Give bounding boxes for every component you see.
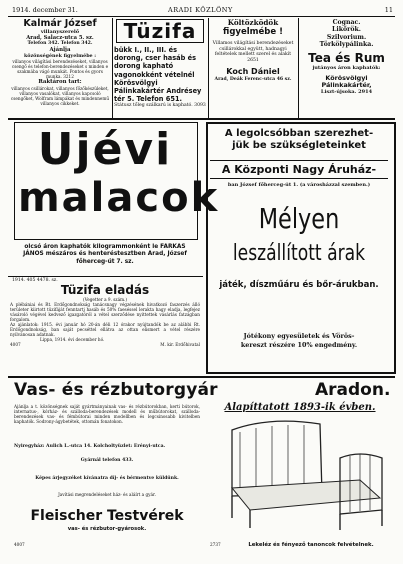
tuzifa-elad-date: Lippa, 1914. évi december hó.: [40, 336, 105, 342]
kalmar-title: Kalmár József: [23, 18, 97, 29]
aruhaz-name: A Központi Nagy Áruház-: [210, 160, 388, 179]
cognac-big: Tea és Rum: [308, 50, 385, 65]
butorgyar-firm: Fleischer Testvérek: [30, 508, 184, 524]
aruhaz-footer2: kereszt részére 10% engedmény.: [240, 341, 358, 349]
aruhaz-big1: Mélyen: [258, 202, 340, 235]
koltozkodok-ad: [210, 19, 296, 117]
tuzifa-top-footer: Státusz tőleg szálkarú is kapható. 3093: [114, 103, 206, 109]
malacok-ad: [10, 122, 220, 272]
koltozkodok-title: Költözködök: [227, 18, 279, 27]
malacok-big2: malacok: [18, 175, 220, 221]
cognac-line: jutányos áron kaphatók:: [312, 64, 381, 71]
malacok-body: olcsó áron kaphatók kilogrammonként le FARKAS JÁNOS mészáros és henteréstesztben Arad, József főherceg-út 7. sz.: [23, 244, 187, 265]
tuzifa-top-ad: [114, 19, 206, 117]
butorgyar-ad: [10, 380, 394, 560]
kalmar-body: villanyos világítási berendezéseket, villanyos csengő és telefon-berendezéseket s minden e szakmába vágó munkát. Pontos és gyors munka. 3212: [11, 59, 109, 79]
kalmar-stock-title: Raktáron tart:: [38, 79, 82, 85]
malacok-big1: Ujévi: [37, 124, 173, 175]
tuzifa-elad-signer: M. kir. Erdőhivatal: [160, 341, 200, 347]
butorgyar-phone: Gyárnál telefon 433.: [80, 458, 134, 463]
kalmar-subtitle: villanyszerelő: [40, 29, 80, 35]
butorgyar-left-num: 4007: [14, 542, 25, 547]
kalmar-stock-body: villanyos csillárokat, villanyos főzőkészüleket, villanyos vasalókat, villanyos kapcsoló csengőket, Wolfram lámpákat és mindennemű villanyos cikkeket.: [10, 85, 110, 106]
cognac-item-2: Szilvorium.: [326, 33, 367, 41]
cognac-item-1: Likőrök.: [332, 26, 361, 34]
butorgyar-num: 2737: [210, 542, 221, 547]
aruhaz-addr: ban József főherceg-út 1. (a városházzal szemben.): [227, 182, 371, 188]
tuzifa-elad-sign-row: [10, 342, 200, 347]
butorgyar-body: Ajánlja a t. közönségnek saját gyártmányainak vas- és rézbútorokban, kerti bútorok, internatus-, kórház- és szálloda-berendezések modell és műbútorokat, szálloda-berendezések vas- és fémbútorai minden modellben és legcsinosabb kivitelben kaphatók. Sodrony-ágybetétek, ottomán fonatokon.: [14, 404, 200, 424]
koltozkodok-name: Koch Dániel: [226, 67, 280, 77]
kalmar-ad: [10, 19, 110, 117]
kalmar-offer-sub: közönségének figyelmébe :: [23, 53, 97, 59]
butorgyar-shop: Nyiregyház: Aulich L.-utca 14. Kolcholtyüzlet: Erényi-utca.: [14, 444, 166, 449]
butorgyar-title: Vas- és rézbutorgyár: [14, 380, 218, 400]
tuzifa-top-title: Tüzifa: [116, 19, 204, 43]
butorgyar-firm-sub: vas- és rézbutor-gyárosok.: [67, 526, 147, 532]
aruhaz-footer1: Jótékony egyesületek és Vörös-: [243, 332, 355, 340]
tuzifa-elad-body: A plébániai és Rt. Erdőgondnokság tanácsnagy végzésének hivatkozó faszerzés álló területer kiirtott tüzifáját fenntartj hasáb és 50% faeséssel lerakta hagy eladja, legfejez vásároló végével kedvező igazgatóról a vétel szerződése nyittettek vásárlás fatzágban forgalom.: [10, 301, 200, 322]
butorgyar-catalog2: Javítási megrendeléseket ház- és aláírt a gyár.: [58, 492, 156, 497]
butorgyar-caption: Lekeléz és fényező tanoncok felvételnek.: [248, 542, 374, 548]
aruhaz-line2: jük be szükségleteinket: [232, 140, 366, 151]
tuzifa-top-body: bükk I., II., III. és dorong, cser hasáb és dorong kapható vagonokként vételnél Körösvölgyi Pálinkakártér Andrésey tér 5. Telefon 651.: [114, 46, 202, 104]
tuzifa-elad-title: Tüzifa eladás: [60, 282, 150, 297]
tuzifa-elad-body2: Az ajánlatok: 1915. évi január hó 20-án déli 12 órakor nyújtandók be az alábbi Rt. Erdőgondnokság, ban saját pecséttel ellátva az ottan elismert a vétel részére nyilvánosan adatnak.: [10, 321, 200, 337]
aruhaz-items: játék, díszműáru és bőr-árukban.: [219, 280, 379, 290]
page-header: [8, 4, 395, 17]
header-page-number: 11: [384, 6, 393, 14]
kalmar-address: Arad, Salacz-utca 5. sz.: [26, 35, 94, 41]
koltozkodok-body: Villamos világítási berendezéseket csillárokkal együtt, hadnagyi feltételek mellett szerel és alakít 2651: [212, 41, 294, 63]
tuzifa-elad-ref: 1914. 405 4478. sz.: [12, 278, 58, 283]
butorgyar-founded: Alapíttatott 1893-ik évben.: [224, 402, 376, 413]
header-date: 1914. december 31.: [12, 6, 78, 14]
bed-illustration: [210, 418, 390, 534]
cognac-firm: Körösvölgyi Pálinkakártér,: [321, 73, 372, 90]
kalmar-offer-title: Ajánlja: [49, 46, 71, 53]
aruhaz-ad: [206, 122, 394, 372]
tuzifa-elad-sub: (Vegetter a 9. szám.): [82, 296, 128, 302]
butorgyar-city: Aradon.: [315, 380, 391, 400]
cognac-item-3: Törkölypálinka.: [319, 41, 374, 49]
aruhaz-line1: A legolcsóbban szerezhet-: [224, 128, 374, 139]
aruhaz-big2: leszállított árak: [232, 241, 366, 266]
kalmar-phones: Telefon 342. Telefon 342.: [27, 41, 93, 46]
newspaper-page: [8, 4, 395, 560]
cognac-item-0: Cognac.: [332, 19, 361, 26]
butorgyar-catalog1: Képes árjegyzéket kívánatra díj- és bérmentve küldünk.: [35, 476, 179, 481]
tuzifa-elad-ad: [10, 278, 200, 374]
koltozkodok-subtitle: figyelmébe !: [223, 27, 283, 37]
koltozkodok-address: Arad, Deák Ferenc-utca 46 sz.: [214, 77, 292, 83]
tuzifa-elad-num: 4007: [10, 341, 21, 347]
cognac-addr: Liszt-újsoka. 2914: [320, 89, 373, 96]
header-paper-name: ARADI KÖZLÖNY: [168, 6, 233, 14]
cognac-ad: [300, 19, 393, 117]
